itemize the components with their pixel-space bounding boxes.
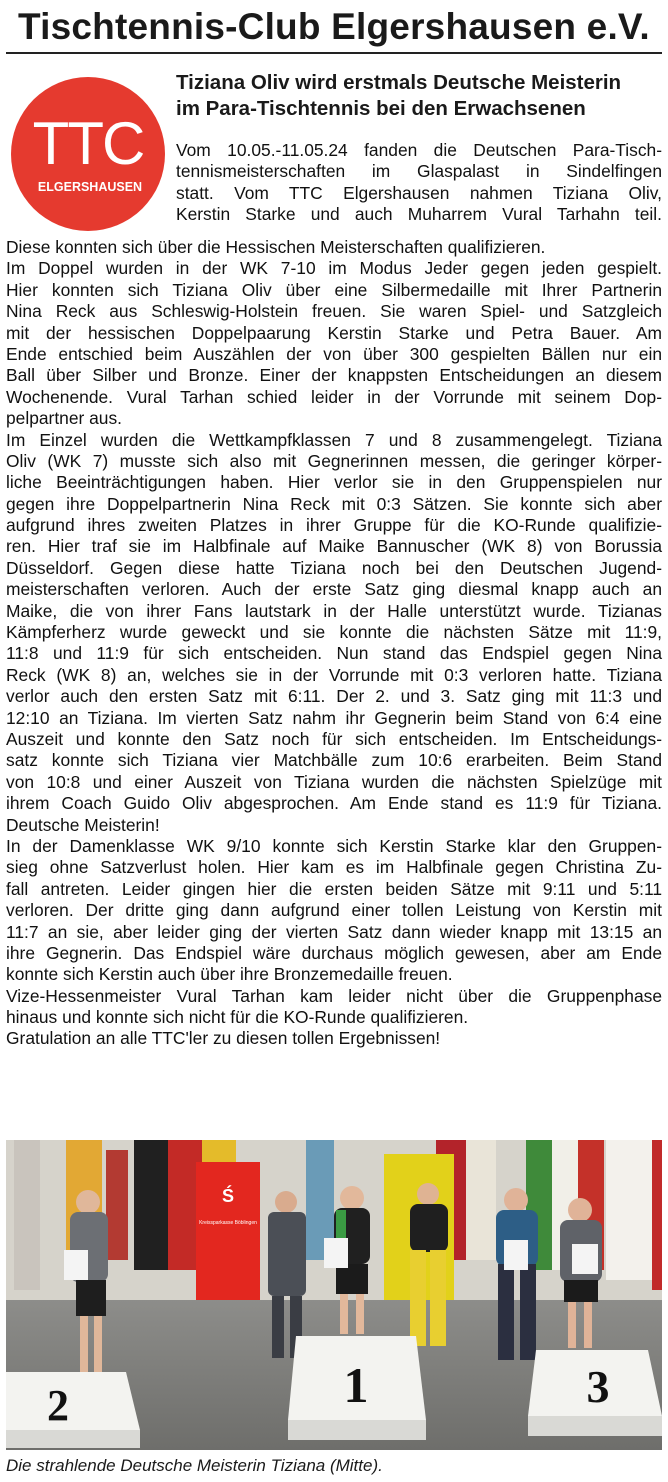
podium-second [6, 1372, 140, 1448]
body-line: konnte sich Kerstin auch über ihre Bronzemedaille freuen. [6, 964, 453, 985]
body-line: Diese konnten sich über die Hessischen Meisterschaften qualifizieren. [6, 237, 546, 257]
body-line: mit der hessischen Doppelpaarung Kerstin Starke und Petra Bauer. Am [6, 322, 662, 343]
article-headline [176, 70, 664, 122]
body-line: Düsseldorf. Gegen diese hatte Tiziana noch bei den Deutschen Jugend- [6, 557, 662, 578]
body-line: 11:7 an sie, aber leider ging der vierten Satz dann wieder knapp mit 13:15 an [6, 921, 662, 942]
body-line: Gratulation an alle TTC'ler zu diesen tollen Ergebnissen! [6, 1028, 441, 1049]
photo-caption: Die strahlende Deutsche Meisterin Tiziana (Mitte). [6, 1456, 383, 1475]
award-photo-graphic [6, 1140, 662, 1450]
body-line: hinaus und konnte sich nicht für die KO-Runde qualifizieren. [6, 1007, 469, 1028]
logo-subtext: ELGERSHAUSEN [37, 180, 143, 194]
body-line: aufgrund ihres zweiten Platzes in ihrer Gruppe für die KO-Runde qualifizie- [6, 515, 662, 536]
body-line: pelpartner aus. [6, 408, 123, 429]
body-line: Maike, die von ihrer Fans lautstark in der Halle unterstützt wurde. Tizianas [6, 600, 662, 621]
body-line: Wochenende. Vural Tarhan schied leider in der Vorrunde mit seinem Dop- [6, 386, 662, 407]
headline-line: im Para-Tischtennis bei den Erwachsenen [176, 97, 586, 120]
body-line: Nina Reck aus Schleswig-Holstein freuen. Sie waren Spiel- und Satzgleich [6, 301, 662, 322]
header-rule [6, 52, 662, 54]
body-line: Ende entschied beim Auszählen der von über 300 gespielten Bällen nur ein [6, 343, 662, 364]
body-line: Oliv (WK 7) musste sich also mit Gegnerinnen messen, die geringer körper- [6, 450, 662, 471]
body-line: Hier konnten sich Tiziana Oliv über eine Silbermedaille mit Ihrer Partnerin [6, 279, 662, 300]
headline-line: Tiziana Oliv wird erstmals Deutsche Meisterin [176, 71, 622, 94]
intro-line: Kerstin Starke und auch Muharrem Vural Tarhahn teil. [176, 204, 662, 225]
intro-line: Vom 10.05.-11.05.24 fanden die Deutschen Para-Tisch- [176, 140, 662, 160]
ttc-logo-graphic [8, 74, 168, 234]
intro-line: statt. Vom TTC Elgershausen nahmen Tiziana Oliv, [176, 182, 662, 203]
body-line: ihrem Coach Guido Oliv abgesprochen. Am Ende stand es 11:9 für Tiziana. [6, 793, 662, 814]
podium-number-first: 1 [343, 1357, 369, 1413]
body-line: Kämpferherz wurde geweckt und sie konnte die nächsten Sätze mit 11:9, [6, 622, 662, 643]
body-line: verlor auch den ersten Satz mit 6:11. Der 2. und 3. Satz ging mit 11:3 und [6, 686, 662, 707]
article-body [6, 237, 662, 1050]
body-line: von 10:8 und einer Auszeit von Tiziana wurden die nächsten Spielzüge mit [6, 771, 662, 792]
body-line: ihre Gegnerin. Das Endspiel wäre durchaus möglich gewesen, aber am Ende [6, 942, 662, 963]
club-title: Tischtennis-Club Elgershausen e.V. [18, 6, 650, 47]
page-header [0, 0, 668, 56]
svg-text:Ś: Ś [221, 1186, 235, 1206]
body-line: ren. Hier traf sie im Halbfinale auf Maike Bannuscher (WK 8) von Borussia [6, 536, 662, 557]
body-line: Im Einzel wurden die Wettkampfklassen 7 und 8 zusammengelegt. Tiziana [6, 429, 662, 450]
podium-first [288, 1336, 426, 1440]
body-line: sieg ohne Satzverlust holen. Hier kam es im Halbfinale gegen Christina Zu- [6, 857, 662, 878]
podium-number-second: 2 [47, 1381, 69, 1430]
body-line: Ball über Silber und Bronze. Einer der knappsten Entscheidungen an diesem [6, 365, 662, 386]
logo-letters: TTC [32, 110, 144, 177]
body-line: meisterschaften verloren. Auch der erste Satz ging diesmal knapp auch an [6, 579, 662, 600]
body-line: verloren. Der dritte ging dann aufgrund einer tollen Leistung von Kerstin mit [6, 900, 662, 921]
podium-number-third: 3 [586, 1361, 610, 1412]
award-photo [6, 1140, 662, 1450]
body-line: liche Beeinträchtigungen haben. Hier verlor sie in den Gruppenspielen nur [6, 472, 662, 493]
body-line: 12:10 an Tiziana. Im vierten Satz nahm ihr Gegnerin beim Stand von 6:4 eine [6, 707, 662, 728]
body-line: gegen ihre Doppelpartnerin Nina Reck mit 0:3 Sätzen. Sie konnte sich aber [6, 493, 662, 514]
body-line: Reck (WK 8) an, welches sie in der Vorrunde mit 0:3 verloren hatte. Tiziana [6, 664, 662, 685]
article-intro [176, 140, 662, 226]
sponsor-banner-text: Kreissparkasse Böblingen [199, 1220, 257, 1226]
body-line: Im Doppel wurden in der WK 7-10 im Modus Jeder gegen jeden gespielt. [6, 258, 662, 279]
intro-line: tennismeisterschaften im Glaspalast in Sindelfingen [176, 161, 662, 182]
body-line: Auszeit und konnte den Satz noch für sich entscheiden. Im Entscheidungs- [6, 728, 662, 749]
body-line: satz konnte sich Tiziana vier Matchbälle zum 10:6 erarbeiten. Beim Stand [6, 750, 662, 771]
podium-third [528, 1350, 662, 1436]
body-line: Deutsche Meisterin! [6, 814, 160, 835]
body-line: In der Damenklasse WK 9/10 konnte sich Kerstin Starke klar den Gruppen- [6, 835, 662, 856]
body-line: fall antreten. Leider gingen hier die ersten beiden Sätze mit 9:11 und 5:11 [6, 878, 662, 899]
body-line: Vize-Hessenmeister Vural Tarhan kam leider nicht über die Gruppenphase [6, 985, 662, 1006]
ttc-logo [8, 74, 168, 234]
body-line: 11:8 und 11:9 für sich entscheiden. Nun stand das Endspiel gegen Nina [6, 643, 662, 664]
